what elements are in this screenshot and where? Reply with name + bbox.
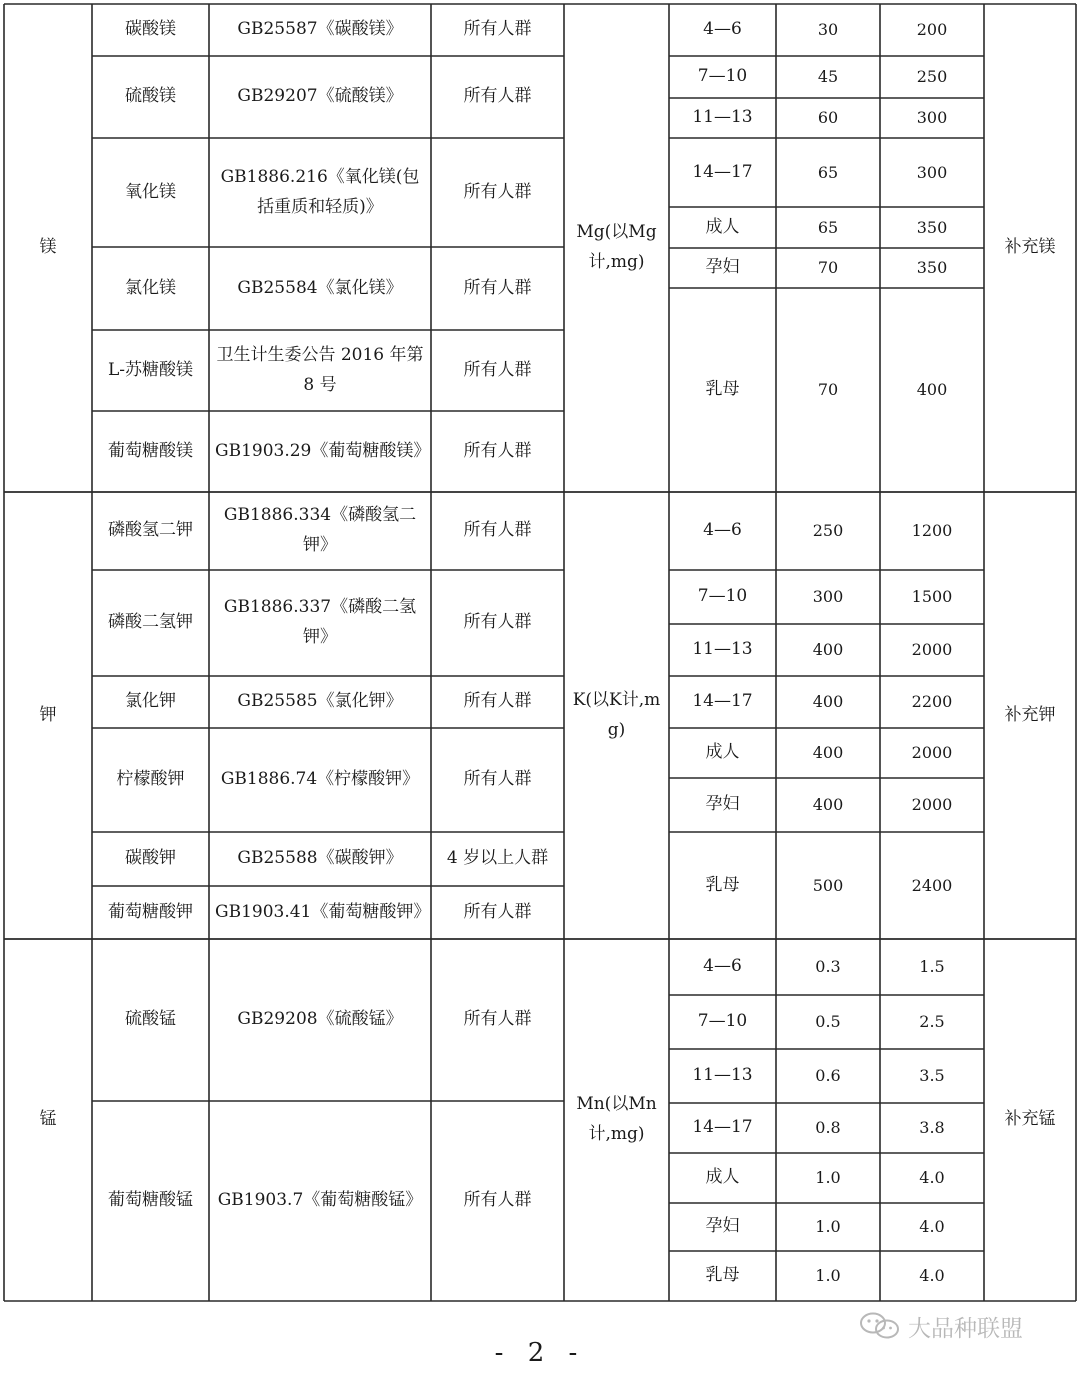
unit-cell: Mg(以Mg计,mg) [576,222,657,272]
max-level: 200 [916,20,948,39]
min-level: 400 [812,640,844,659]
compound-population: 4 岁以上人群 [446,848,549,869]
unit-cell: K(以K计,mg) [572,689,661,740]
age-group: 乳母 [705,379,740,400]
age-group: 11—13 [692,639,753,660]
compound-standard: GB29208《硫酸锰》 [237,1009,403,1030]
compound-population: 所有人群 [463,1009,532,1030]
min-level: 65 [817,217,839,237]
max-level: 300 [916,108,948,127]
compound-standard: GB25588《碳酸钾》 [237,848,403,869]
compound-standard: GB1886.334《磷酸氢二钾》 [223,505,417,555]
max-level: 1500 [911,587,953,606]
max-level: 2000 [911,795,953,814]
unit-cell: Mn(以Mn计,mg) [576,1094,657,1144]
compound-standard: GB1903.41《葡萄糖酸钾》 [215,901,431,922]
age-group: 4—6 [703,956,742,977]
max-level: 250 [916,67,948,86]
max-level: 300 [916,162,948,182]
compound-population: 所有人群 [463,440,532,461]
min-level: 30 [817,20,839,39]
max-level: 2.5 [919,1012,945,1031]
compound-name: 葡萄糖酸锰 [108,1190,193,1211]
max-level: 2000 [911,640,953,659]
age-group: 7—10 [697,586,748,607]
compound-population: 所有人群 [463,1190,532,1211]
age-group: 孕妇 [705,1216,740,1237]
compound-name: 葡萄糖酸钾 [108,901,193,922]
compound-standard: GB1886.74《柠檬酸钾》 [220,769,420,790]
compound-name: 碳酸镁 [125,19,176,40]
max-level: 400 [916,380,948,399]
compound-name: 氯化镁 [125,277,176,298]
age-group: 成人 [705,216,740,237]
compound-population: 所有人群 [463,901,532,922]
compound-standard: GB25584《氯化镁》 [237,277,403,298]
age-group: 4—6 [703,19,742,40]
max-level: 2200 [911,692,953,711]
compound-standard: GB1886.337《磷酸二氢钾》 [223,597,417,647]
max-level: 3.8 [919,1118,945,1137]
min-level: 60 [817,108,839,127]
max-level: 1.5 [919,957,945,976]
min-level: 500 [812,875,844,895]
max-level: 4.0 [919,1168,945,1187]
max-level: 1200 [911,521,953,540]
min-level: 400 [812,795,844,814]
compound-standard: GB1886.216《氧化镁(包括重质和轻质)》 [220,166,420,217]
age-group: 成人 [705,742,740,763]
min-level: 0.8 [815,1118,841,1137]
min-level: 1.0 [815,1217,841,1236]
compound-name: 磷酸氢二钾 [108,520,193,541]
compound-name: 柠檬酸钾 [116,769,185,790]
compound-standard: GB1903.7《葡萄糖酸锰》 [217,1190,423,1211]
wechat-icon [858,1311,902,1341]
compound-population: 所有人群 [463,277,532,298]
compound-population: 所有人群 [463,86,532,107]
age-group: 成人 [705,1167,740,1188]
age-group: 11—13 [692,107,753,128]
min-level: 0.5 [815,1012,841,1031]
function-cell: 补充锰 [1004,1109,1056,1130]
compound-population: 所有人群 [463,359,532,380]
compound-population: 所有人群 [463,520,532,541]
min-level: 300 [812,587,844,606]
compound-standard: GB25585《氯化钾》 [237,691,403,712]
max-level: 4.0 [919,1217,945,1236]
compound-standard: GB25587《碳酸镁》 [237,19,403,40]
compound-standard: GB29207《硫酸镁》 [237,86,403,107]
min-level: 250 [812,521,844,540]
compound-name: 硫酸锰 [125,1009,176,1030]
min-level: 70 [817,258,839,277]
max-level: 3.5 [919,1066,945,1085]
min-level: 0.3 [815,957,841,976]
max-level: 350 [916,217,948,237]
watermark-text: 大品种联盟 [908,1315,1023,1342]
compound-standard: 卫生计生委公告 2016 年第 8 号 [216,344,424,395]
compound-population: 所有人群 [463,181,532,202]
compound-name: 碳酸钾 [125,848,176,869]
min-level: 1.0 [815,1266,841,1285]
age-group: 4—6 [703,520,742,541]
compound-name: 氯化钾 [125,691,176,712]
function-cell: 补充镁 [1004,237,1056,258]
max-level: 2000 [911,743,953,762]
age-group: 孕妇 [705,257,740,278]
min-level: 65 [817,162,839,182]
age-group: 11—13 [692,1065,753,1086]
compound-name: 磷酸二氢钾 [108,612,193,633]
element-cell: 锰 [39,1109,57,1130]
element-cell: 钾 [39,704,57,725]
compound-population: 所有人群 [463,691,532,712]
min-level: 400 [812,743,844,762]
age-group: 14—17 [692,691,753,712]
max-level: 4.0 [919,1266,945,1285]
page-number: - 2 - [494,1338,586,1368]
compound-name: L-苏糖酸镁 [107,359,194,380]
compound-population: 所有人群 [463,19,532,40]
age-group: 7—10 [697,66,748,87]
age-group: 14—17 [692,1117,753,1138]
compound-name: 氧化镁 [125,181,176,202]
age-group: 7—10 [697,1011,748,1032]
age-group: 乳母 [705,1265,740,1286]
function-cell: 补充钾 [1004,704,1056,725]
max-level: 2400 [911,875,953,895]
max-level: 350 [916,258,948,277]
min-level: 70 [817,380,839,399]
compound-name: 葡萄糖酸镁 [108,440,193,461]
min-level: 400 [812,692,844,711]
compound-name: 硫酸镁 [125,86,176,107]
age-group: 乳母 [705,874,740,895]
element-cell: 镁 [39,237,57,258]
compound-population: 所有人群 [463,769,532,790]
compound-standard: GB1903.29《葡萄糖酸镁》 [215,440,431,461]
compound-population: 所有人群 [463,612,532,633]
age-group: 孕妇 [705,794,740,815]
min-level: 0.6 [815,1066,841,1085]
min-level: 1.0 [815,1168,841,1187]
age-group: 14—17 [692,161,753,182]
min-level: 45 [817,67,839,86]
